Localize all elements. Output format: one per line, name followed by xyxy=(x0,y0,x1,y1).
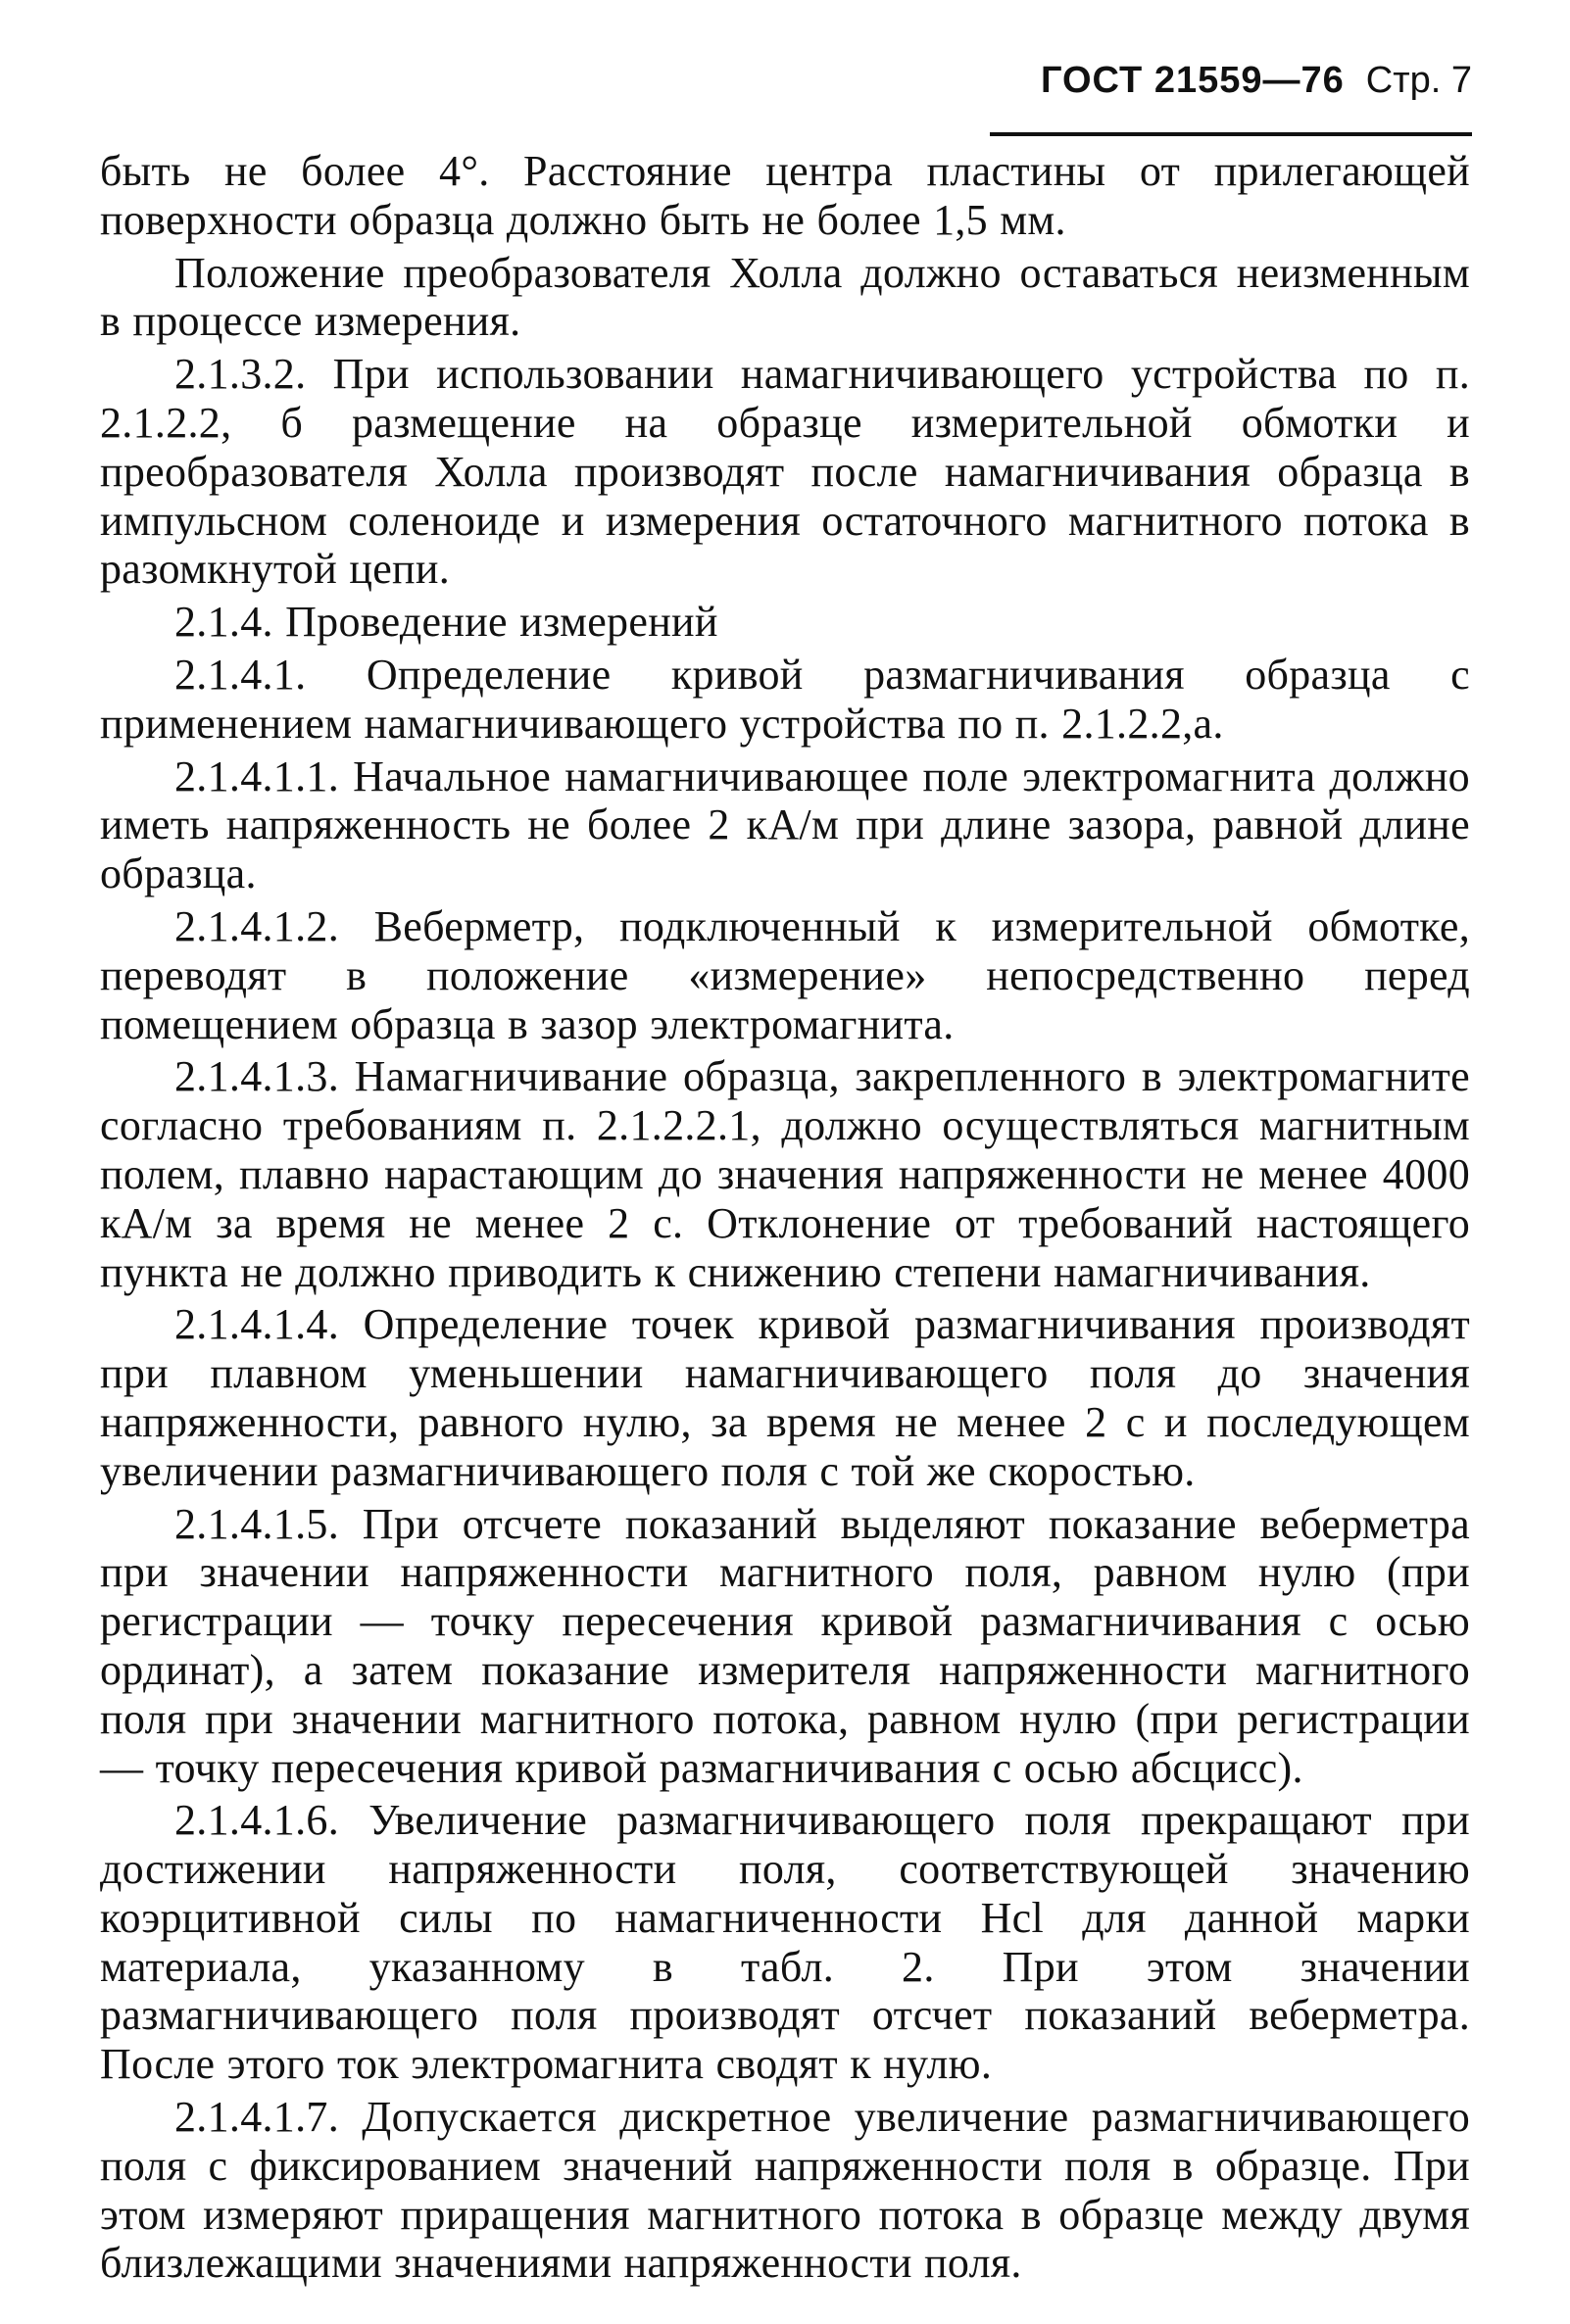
header-rule xyxy=(990,132,1472,136)
paragraph-8: 2.1.4.1.3. Намагничивание образца, закрепленного в электромагните согласно требованиям п. 2.1.2.2.1, должно осуществляться магнитным полем, плавно нарастающим до значения напряженности не менее 4000 кА/м за время не менее 2 с. Отклонение от требований настоящего пункта не должно приводить к снижению степени намагничивания. xyxy=(100,1052,1470,1296)
paragraph-5: 2.1.4.1. Определение кривой размагничивания образца с применением намагничивающего устройства по п. 2.1.2.2,а. xyxy=(100,650,1470,748)
paragraph-11: 2.1.4.1.6. Увеличение размагничивающего поля прекращают при достижении напряженности поля, соответствующей значению коэрцитивной силы по намагниченности Hcl для данной марки материала, указанному в табл. 2. При этом значении размагничивающего поля производят отсчет показаний веберметра. После этого ток электромагнита сводят к нулю. xyxy=(100,1796,1470,2089)
paragraph-12: 2.1.4.1.7. Допускается дискретное увеличение размагничивающего поля с фиксированием значений напряженности поля в образце. При этом измеряют приращения магнитного потока в образце между двумя близлежащими значениями напряженности поля. xyxy=(100,2093,1470,2288)
page-header xyxy=(982,57,1472,104)
paragraph-3: 2.1.3.2. При использовании намагничивающего устройства по п. 2.1.2.2, б размещение на образце измерительной обмотки и преобразователя Холла производят после намагничивания образца в импульсном соленоиде и измерения остаточного магнитного потока в разомкнутой цепи. xyxy=(100,350,1470,594)
document-body xyxy=(100,147,1470,2288)
paragraph-2: Положение преобразователя Холла должно оставаться неизменным в процессе измерения. xyxy=(100,248,1470,346)
page-number: Стр. 7 xyxy=(1365,60,1472,101)
paragraph-4: 2.1.4. Проведение измерений xyxy=(174,598,718,647)
paragraph-10: 2.1.4.1.5. При отсчете показаний выделяют показание веберметра при значении напряженности магнитного поля, равном нулю (при регистрации — точку пересечения кривой размагничивания с осью ординат), а затем показание измерителя напряженности магнитного поля при значении магнитного потока, равном нулю (при регистрации — точку пересечения кривой размагничивания с осью абсцисс). xyxy=(100,1499,1470,1792)
standard-number: ГОСТ 21559—76 xyxy=(1040,60,1345,101)
paragraph-7: 2.1.4.1.2. Веберметр, подключенный к измерительной обмотке, переводят в положение «измерение» непосредственно перед помещением образца в зазор электромагнита. xyxy=(100,901,1470,1048)
paragraph-1: быть не более 4°. Расстояние центра пластины от прилегающей поверхности образца должно быть не более 1,5 мм. xyxy=(100,147,1470,244)
paragraph-9: 2.1.4.1.4. Определение точек кривой размагничивания производят при плавном уменьшении намагничивающего поля до значения напряженности, равного нулю, за время не менее 2 с и последующем увеличении размагничивающего поля с той же скоростью. xyxy=(100,1300,1470,1495)
paragraph-6: 2.1.4.1.1. Начальное намагничивающее поле электромагнита должно иметь напряженность не более 2 кА/м при длине зазора, равной длине образца. xyxy=(100,751,1470,898)
